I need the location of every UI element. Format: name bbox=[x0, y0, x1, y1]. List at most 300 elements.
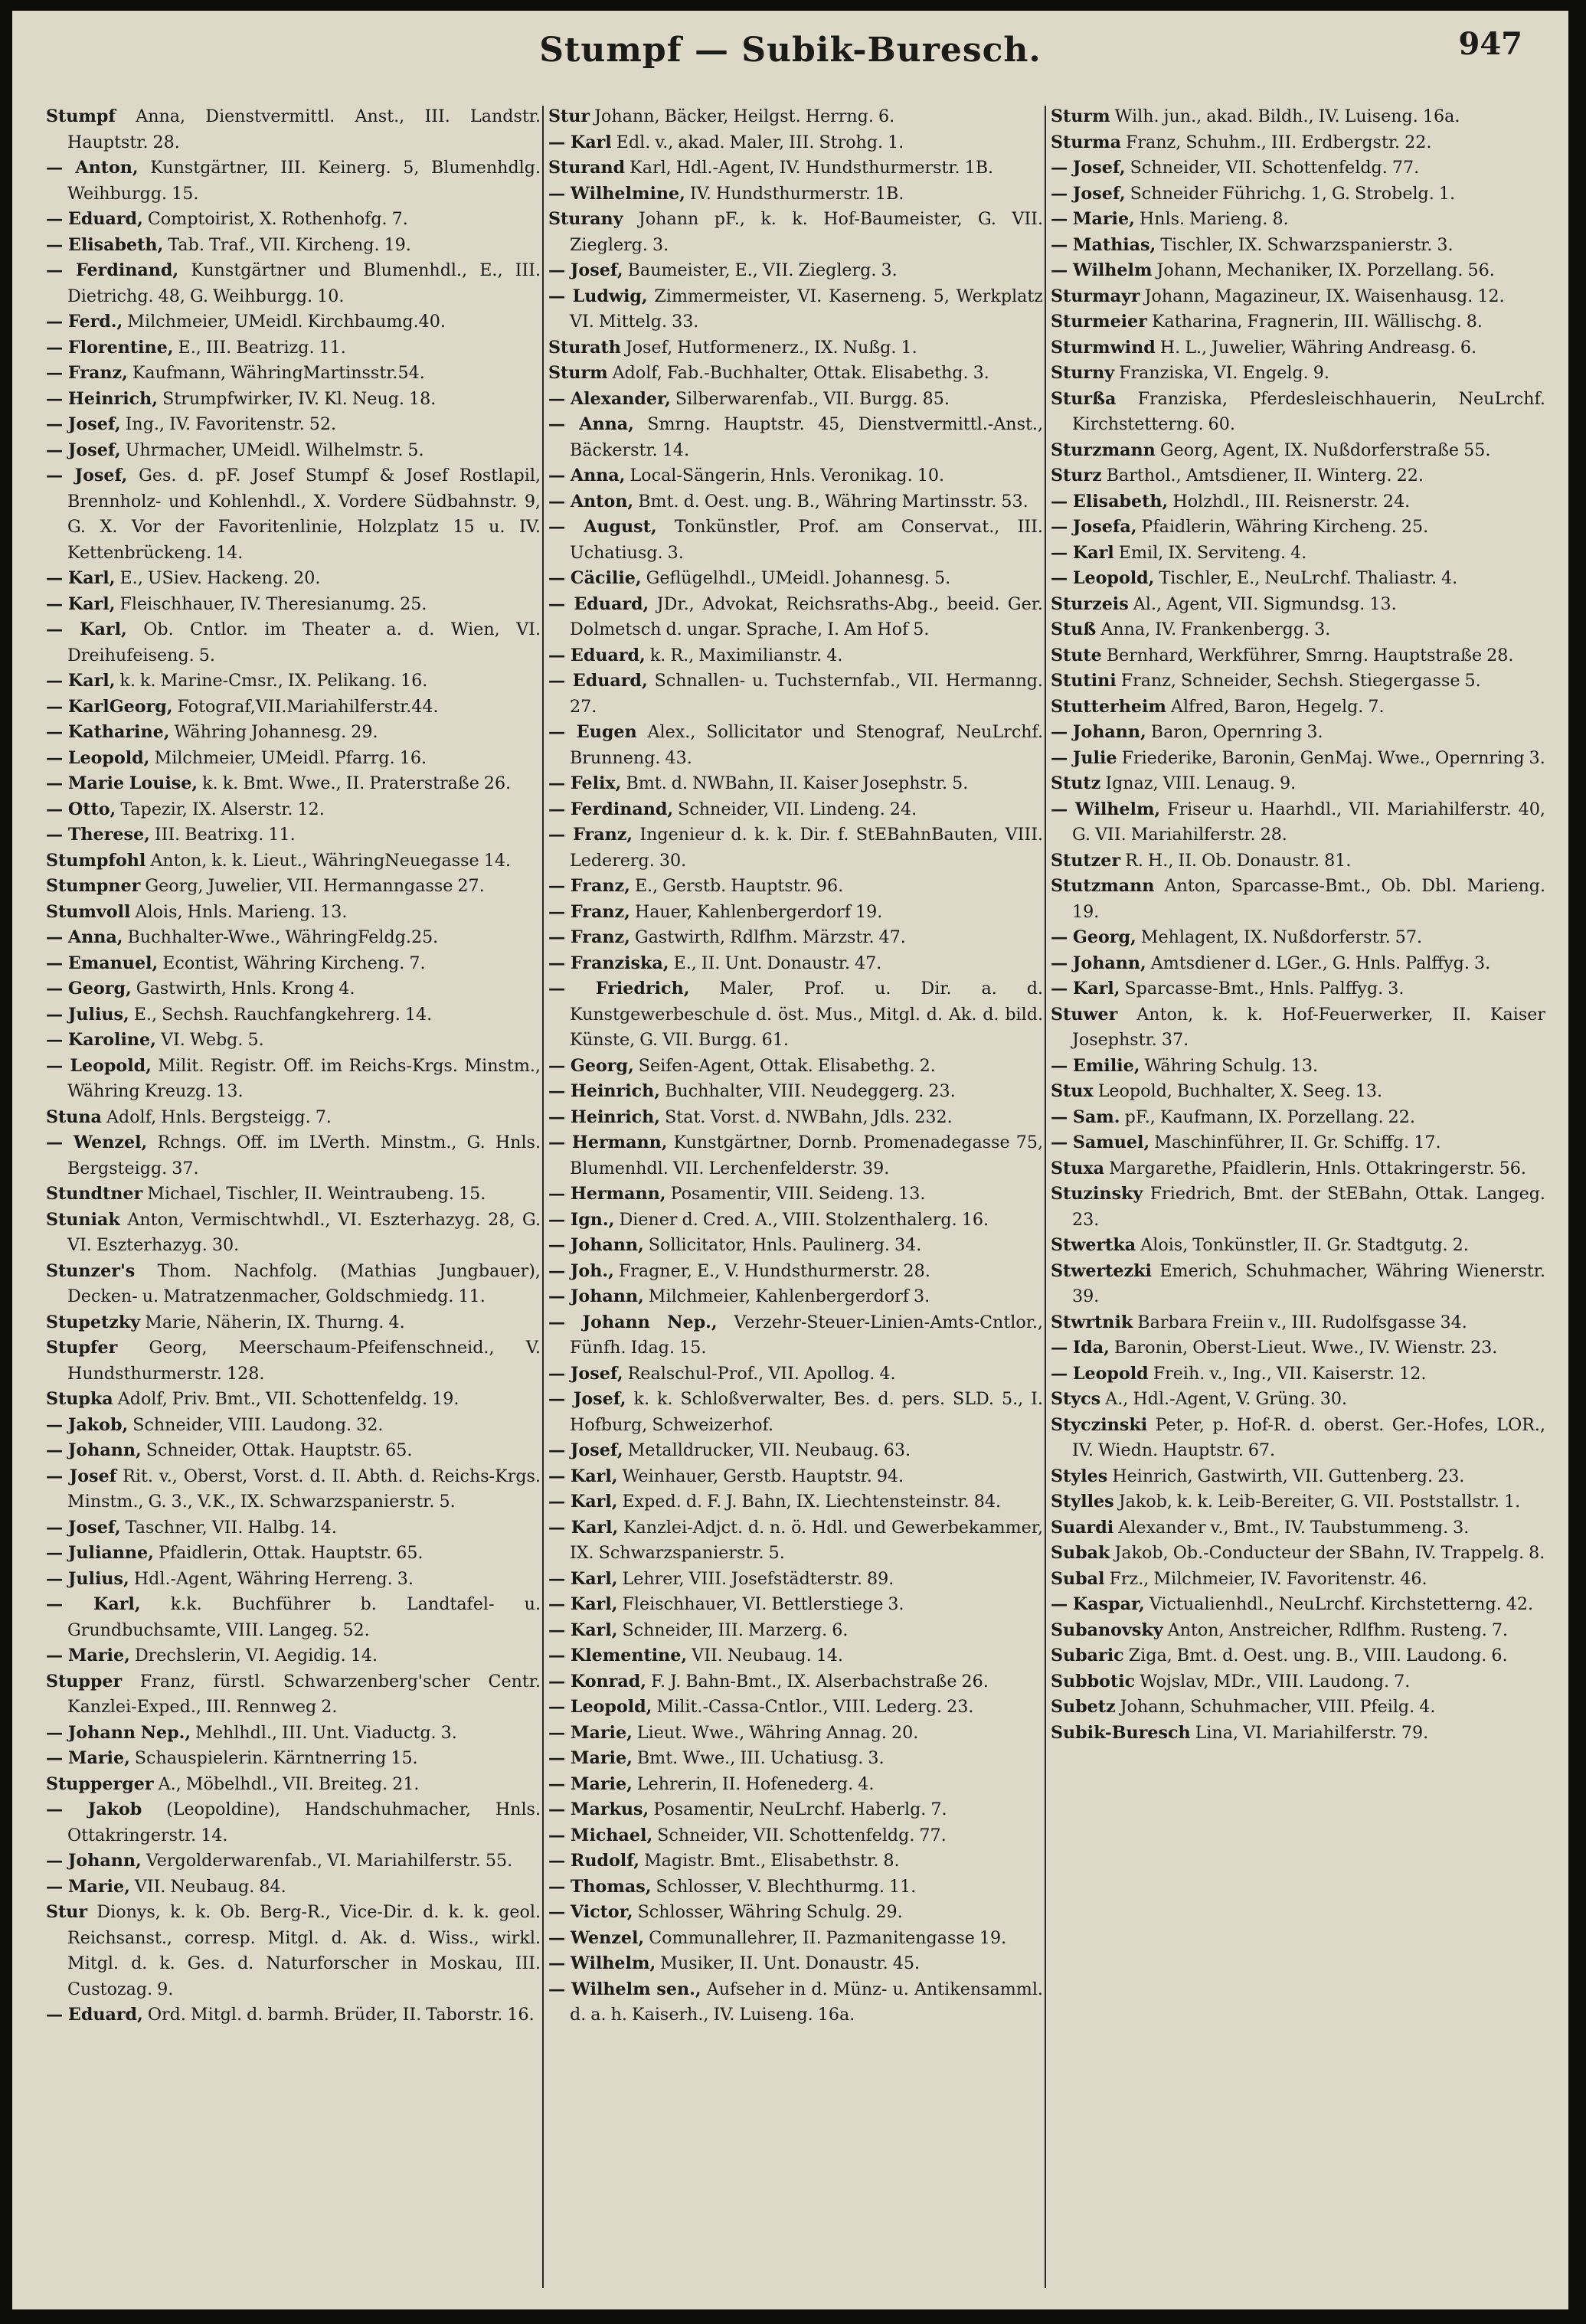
directory-entry bbox=[548, 515, 1043, 566]
entry-details: F. J. Bahn-Bmt., IX. Alserbachstraße 26. bbox=[646, 1671, 989, 1692]
directory-entry bbox=[548, 1310, 1043, 1361]
page-number: 947 bbox=[1458, 26, 1522, 62]
directory-entry bbox=[548, 1567, 1043, 1593]
entry-name: — Johann, bbox=[46, 1440, 142, 1460]
directory-entry bbox=[548, 1361, 1043, 1388]
directory-entry bbox=[548, 1387, 1043, 1438]
directory-entry bbox=[1051, 1541, 1545, 1567]
entry-name: Stupfer bbox=[46, 1338, 118, 1358]
entry-details: Kunstgärtner, Dornb. Promenadegasse 75, Blumenhdl. VII. Lerchenfelderstr. 39. bbox=[570, 1133, 1043, 1178]
directory-entry bbox=[548, 1823, 1043, 1849]
entry-details: Johann, Schuhmacher, VIII. Pfeilg. 4. bbox=[1115, 1697, 1436, 1717]
entry-details: Marie, Näherin, IX. Thurng. 4. bbox=[140, 1312, 405, 1332]
entry-details: Silberwarenfab., VII. Burgg. 85. bbox=[670, 388, 950, 409]
entry-name: — Josef bbox=[46, 1466, 117, 1486]
entry-name: — Therese, bbox=[46, 825, 150, 845]
entry-name: — Elisabeth, bbox=[1051, 491, 1169, 512]
entry-details: Schlosser, V. Blechthurmg. 11. bbox=[651, 1876, 917, 1897]
entry-name: Stuna bbox=[46, 1106, 102, 1127]
entry-details: Adolf, Fab.-Buchhalter, Ottak. Elisabethg. 3. bbox=[607, 363, 989, 383]
directory-entry bbox=[548, 822, 1043, 874]
entry-details: k. k. Schloßverwalter, Bes. d. pers. SLD. 5., I. Hofburg, Schweizerhof. bbox=[570, 1389, 1043, 1435]
entry-name: — Franz, bbox=[548, 901, 630, 922]
entry-details: Comptoirist, X. Rothenhofg. 7. bbox=[142, 209, 408, 229]
directory-entry bbox=[46, 822, 541, 848]
directory-entry bbox=[1051, 489, 1545, 515]
entry-name: Stutini bbox=[1051, 671, 1117, 691]
directory-entry bbox=[548, 1105, 1043, 1131]
entry-details: Milchmeier, UMeidl. Pfarrg. 16. bbox=[149, 747, 427, 768]
directory-entry bbox=[46, 1772, 541, 1798]
directory-entry bbox=[548, 797, 1043, 823]
entry-details: pF., Kaufmann, IX. Porzellang. 22. bbox=[1120, 1106, 1415, 1127]
column-left bbox=[46, 104, 541, 2294]
entry-details: Rit. v., Oberst, Vorst. d. II. Abth. d. Reichs-Krgs. Minstm., G. 3., V.K., IX. Schwarzspanierstr. 5. bbox=[67, 1466, 541, 1512]
directory-entry bbox=[1051, 566, 1545, 592]
entry-name: — Otto, bbox=[46, 799, 116, 819]
entry-details: Edl. v., akad. Maler, III. Strohg. 1. bbox=[611, 132, 904, 152]
directory-entry bbox=[46, 1746, 541, 1772]
directory-entry bbox=[1051, 1567, 1545, 1593]
entry-name: — Emanuel, bbox=[46, 953, 159, 973]
entry-details: Verzehr-Steuer-Linien-Amts-Cntlor., Fünfh. Idag. 15. bbox=[570, 1312, 1043, 1358]
directory-entry bbox=[46, 1541, 541, 1567]
entry-name: Stuniak bbox=[46, 1209, 120, 1230]
entry-name: — Ferdinand, bbox=[548, 799, 674, 819]
directory-entry bbox=[46, 1002, 541, 1028]
entry-details: Rchngs. Off. im LVerth. Minstm., G. Hnls. Bergsteigg. 37. bbox=[67, 1133, 541, 1178]
directory-entry bbox=[1051, 1310, 1545, 1336]
entry-name: Stwertka bbox=[1051, 1235, 1136, 1255]
entry-details: Freih. v., Ing., VII. Kaiserstr. 12. bbox=[1148, 1363, 1427, 1384]
directory-entry bbox=[1051, 1130, 1545, 1156]
entry-details: Magistr. Bmt., Elisabethstr. 8. bbox=[639, 1851, 900, 1871]
entry-name: — Anton, bbox=[46, 158, 139, 178]
entry-name: — Anna, bbox=[548, 414, 634, 434]
directory-entry bbox=[46, 1310, 541, 1336]
entry-details: Econtist, Währing Kircheng. 7. bbox=[158, 953, 426, 973]
entry-name: Stwertezki bbox=[1051, 1260, 1152, 1281]
entry-name: — Ign., bbox=[548, 1209, 615, 1230]
entry-name: — Felix, bbox=[548, 773, 622, 793]
entry-name: Stuß bbox=[1051, 619, 1097, 639]
entry-details: (Leopoldine), Handschuhmacher, Hnls. Ottakringerstr. 14. bbox=[67, 1799, 541, 1845]
directory-entry bbox=[1051, 874, 1545, 925]
entry-name: Suardi bbox=[1051, 1517, 1114, 1538]
entry-details: Gastwirth, Rdlfhm. Märzstr. 47. bbox=[629, 927, 906, 947]
entry-name: — Heinrich, bbox=[548, 1106, 661, 1127]
entry-details: Baronin, Oberst-Lieut. Wwe., IV. Wienstr. 23. bbox=[1109, 1338, 1498, 1358]
directory-entry bbox=[46, 1721, 541, 1747]
entry-name: Stupper bbox=[46, 1671, 123, 1692]
entry-name: — Karl bbox=[548, 132, 612, 152]
entry-details: Vergolderwarenfab., VI. Mariahilferstr. 55. bbox=[141, 1851, 513, 1871]
directory-entry bbox=[46, 155, 541, 207]
directory-entry bbox=[548, 284, 1043, 335]
directory-entry bbox=[1051, 1361, 1545, 1388]
entry-name: — Johann, bbox=[1051, 953, 1146, 973]
entry-name: Styczinski bbox=[1051, 1414, 1148, 1435]
directory-entry bbox=[548, 1977, 1043, 2028]
entry-details: Buchhalter, VIII. Neudeggerg. 23. bbox=[660, 1081, 956, 1101]
entry-name: — Franziska, bbox=[548, 953, 669, 973]
entry-name: — Karl, bbox=[548, 1492, 618, 1512]
entry-details: Alex., Sollicitator und Stenograf, NeuLrchf. Brunneng. 43. bbox=[570, 722, 1043, 768]
entry-details: Aufseher in d. Münz- u. Antikensamml. d. a. h. Kaiserh., IV. Luiseng. 16a. bbox=[570, 1979, 1043, 2025]
entry-name: — Jakob bbox=[46, 1799, 142, 1819]
directory-entry bbox=[46, 1438, 541, 1464]
entry-details: Karl, Hdl.-Agent, IV. Hundsthurmerstr. 1B. bbox=[625, 158, 994, 178]
entry-details: Anton, k. k. Hof-Feuerwerker, II. Kaiser Josephstr. 37. bbox=[1072, 1004, 1545, 1050]
entry-details: Josef, Hutformenerz., IX. Nußg. 1. bbox=[620, 337, 917, 358]
entry-details: Johann, Bäcker, Heilgst. Herrng. 6. bbox=[590, 106, 895, 126]
directory-entry bbox=[548, 181, 1043, 208]
entry-details: Realschul-Prof., VII. Apollog. 4. bbox=[623, 1363, 896, 1384]
entry-name: — Karl bbox=[1051, 542, 1114, 563]
entry-name: Sturath bbox=[548, 337, 621, 358]
entry-name: — Marie, bbox=[46, 1748, 130, 1768]
entry-details: Al., Agent, VII. Sigmundsg. 13. bbox=[1128, 593, 1397, 614]
entry-details: Exped. d. F. J. Bahn, IX. Liechtensteinstr. 84. bbox=[617, 1492, 1002, 1512]
entry-details: Milchmeier, UMeidl. Kirchbaumg.40. bbox=[123, 312, 446, 332]
entry-details: Alois, Hnls. Marieng. 13. bbox=[130, 901, 348, 922]
entry-name: Stute bbox=[1051, 645, 1102, 665]
entry-name: Stupetzky bbox=[46, 1312, 141, 1332]
entry-name: — Marie, bbox=[548, 1722, 633, 1743]
directory-entry bbox=[548, 771, 1043, 797]
directory-entry bbox=[1051, 797, 1545, 848]
entry-name: — Johann, bbox=[46, 1851, 142, 1871]
directory-entry bbox=[46, 1567, 541, 1593]
entry-details: Schnallen- u. Tuchsternfab., VII. Hermanng. 27. bbox=[570, 671, 1043, 717]
entry-details: Weinhauer, Gerstb. Hauptstr. 94. bbox=[617, 1466, 904, 1486]
directory-entry bbox=[46, 976, 541, 1002]
entry-name: Sturzeis bbox=[1051, 593, 1129, 614]
entry-details: Franziska, VI. Engelg. 9. bbox=[1114, 363, 1329, 383]
directory-entry bbox=[1051, 976, 1545, 1002]
directory-entry bbox=[548, 874, 1043, 900]
directory-entry bbox=[1051, 1002, 1545, 1054]
entry-details: VII. Neubaug. 14. bbox=[687, 1646, 843, 1665]
entry-details: Jakob, Ob.-Conducteur der SBahn, IV. Trappelg. 8. bbox=[1110, 1543, 1545, 1563]
entry-details: Lina, VI. Mariahilferstr. 79. bbox=[1190, 1722, 1429, 1743]
entry-name: — Wilhelm sen., bbox=[548, 1979, 701, 1999]
entry-name: — Thomas, bbox=[548, 1876, 652, 1897]
directory-entry bbox=[46, 412, 541, 438]
entry-name: — Leopold, bbox=[1051, 568, 1155, 588]
directory-entry bbox=[548, 1182, 1043, 1208]
directory-entry bbox=[548, 1797, 1043, 1823]
entry-details: Franz, Schneider, Sechsh. Stiegergasse 5. bbox=[1116, 671, 1481, 691]
entry-details: VI. Webg. 5. bbox=[155, 1030, 264, 1050]
entry-details: Wojslav, MDr., VIII. Laudong. 7. bbox=[1135, 1671, 1411, 1692]
directory-entry bbox=[46, 258, 541, 309]
directory-entry bbox=[548, 1489, 1043, 1515]
entry-name: — Joh., bbox=[548, 1260, 614, 1281]
entry-name: — Julius, bbox=[46, 1004, 129, 1025]
directory-entry bbox=[1051, 1233, 1545, 1259]
directory-entry bbox=[548, 1746, 1043, 1772]
directory-entry bbox=[46, 335, 541, 361]
directory-entry bbox=[548, 900, 1043, 926]
entry-name: — Eduard, bbox=[46, 209, 143, 229]
entry-details: Zimmermeister, VI. Kaserneng. 5, Werkplatz VI. Mittelg. 33. bbox=[570, 286, 1043, 332]
entry-name: Sturz bbox=[1051, 466, 1102, 485]
entry-details: Kaufmann, WähringMartinsstr.54. bbox=[127, 363, 425, 383]
entry-details: Anton, Anstreicher, Rdlfhm. Rusteng. 7. bbox=[1163, 1620, 1509, 1640]
entry-name: — Heinrich, bbox=[46, 388, 159, 409]
directory-entry bbox=[548, 1721, 1043, 1747]
entry-details: Schneider, Ottak. Hauptstr. 65. bbox=[141, 1440, 413, 1460]
entry-name: Stux bbox=[1051, 1081, 1094, 1101]
entry-details: Communallehrer, II. Pazmanitengasse 19. bbox=[644, 1927, 1007, 1948]
entry-name: — Georg, bbox=[1051, 927, 1136, 947]
directory-entry bbox=[548, 155, 1043, 181]
entry-name: Subak bbox=[1051, 1543, 1110, 1563]
entry-details: Schneider, VII. Schottenfeldg. 77. bbox=[1125, 158, 1420, 178]
entry-details: Victualienhdl., NeuLrchf. Kirchstetterng. 42. bbox=[1144, 1594, 1534, 1614]
entry-details: Stat. Vorst. d. NWBahn, Jdls. 232. bbox=[660, 1106, 953, 1127]
directory-entry bbox=[1051, 361, 1545, 387]
directory-entry bbox=[1051, 1182, 1545, 1233]
entry-name: Stupperger bbox=[46, 1773, 154, 1794]
entry-details: Frz., Milchmeier, IV. Favoritenstr. 46. bbox=[1104, 1568, 1427, 1589]
entry-name: — Julius, bbox=[46, 1568, 129, 1589]
entry-details: Friederike, Baronin, GenMaj. Wwe., Opernring 3. bbox=[1117, 747, 1545, 768]
entry-details: E., Gerstb. Hauptstr. 96. bbox=[629, 876, 844, 896]
directory-entry bbox=[46, 1464, 541, 1515]
entry-name: Sturßa bbox=[1051, 388, 1117, 409]
directory-entry bbox=[548, 1438, 1043, 1464]
entry-details: Johann pF., k. k. Hof-Baumeister, G. VII. Zieglerg. 3. bbox=[570, 209, 1043, 255]
entry-details: Schneider, VII. Lindeng. 24. bbox=[673, 799, 917, 819]
directory-entry bbox=[548, 951, 1043, 977]
entry-details: Ingenieur d. k. k. Dir. f. StEBahnBauten, VIII. Ledererg. 30. bbox=[570, 825, 1043, 871]
directory-entry bbox=[1051, 771, 1545, 797]
directory-entry bbox=[46, 387, 541, 413]
entry-name: Stumpner bbox=[46, 876, 141, 896]
entry-details: Smrng. Hauptstr. 45, Dienstvermittl.-Anst., Bäckerstr. 14. bbox=[570, 414, 1043, 460]
entry-name: — Wilhelmine, bbox=[548, 183, 685, 204]
directory-entry bbox=[1051, 1054, 1545, 1080]
directory-entry bbox=[46, 900, 541, 926]
entry-name: Sturzmann bbox=[1051, 440, 1156, 460]
running-title: Stumpf — Subik-Buresch. bbox=[539, 31, 1042, 70]
entry-details: Margarethe, Pfaidlerin, Hnls. Ottakringerstr. 56. bbox=[1104, 1158, 1526, 1178]
entry-details: Alois, Tonkünstler, II. Gr. Stadtgutg. 2. bbox=[1136, 1235, 1469, 1255]
directory-entry bbox=[1051, 617, 1545, 643]
entry-details: Anna, Dienstvermittl. Anst., III. Landstr. Hauptstr. 28. bbox=[67, 106, 541, 152]
entry-details: Emil, IX. Serviteng. 4. bbox=[1113, 542, 1307, 563]
directory-entry bbox=[548, 1130, 1043, 1182]
directory-entry bbox=[548, 592, 1043, 643]
entry-name: — Kaspar, bbox=[1051, 1594, 1145, 1614]
directory-entry bbox=[1051, 335, 1545, 361]
entry-name: — Karl, bbox=[46, 1594, 141, 1614]
directory-entry bbox=[548, 925, 1043, 951]
directory-entry bbox=[1051, 1105, 1545, 1131]
directory-entry bbox=[46, 1515, 541, 1541]
directory-entry bbox=[46, 1592, 541, 1643]
directory-entry bbox=[46, 1848, 541, 1875]
entry-name: — Eugen bbox=[548, 722, 637, 742]
entry-name: — Josef, bbox=[46, 440, 121, 460]
directory-entry bbox=[548, 1643, 1043, 1669]
entry-name: — Karl, bbox=[46, 593, 116, 614]
entry-name: — Julianne, bbox=[46, 1543, 154, 1563]
entry-details: Johann, Mechaniker, IX. Porzellang. 56. bbox=[1152, 260, 1495, 280]
entry-details: Gastwirth, Hnls. Krong 4. bbox=[131, 979, 355, 999]
directory-entry bbox=[1051, 309, 1545, 335]
entry-name: — Leopold, bbox=[46, 747, 150, 768]
entry-details: Schneider, III. Marzerg. 6. bbox=[617, 1620, 849, 1640]
entry-name: Styles bbox=[1051, 1466, 1108, 1486]
entry-details: Kunstgärtner und Blumenhdl., E., III. Dietrichg. 48, G. Weihburgg. 10. bbox=[67, 260, 541, 306]
entry-details: Tonkünstler, Prof. am Conservat., III. Uchatiusg. 3. bbox=[570, 517, 1043, 563]
entry-details: Geflügelhdl., UMeidl. Johannesg. 5. bbox=[641, 568, 951, 588]
entry-name: Sturmeier bbox=[1051, 312, 1147, 332]
entry-name: — Karoline, bbox=[46, 1030, 156, 1050]
column-divider bbox=[542, 106, 544, 2288]
entry-details: Amtsdiener d. LGer., G. Hnls. Palffyg. 3. bbox=[1146, 953, 1491, 973]
entry-details: Franziska, Pferdesleischhauerin, NeuLrchf. Kirchstetterng. 60. bbox=[1072, 388, 1545, 434]
entry-name: — Karl, bbox=[548, 1466, 618, 1486]
directory-entry bbox=[1051, 1669, 1545, 1695]
directory-entry bbox=[548, 720, 1043, 771]
entry-name: — Eduard, bbox=[548, 645, 646, 665]
directory-entry bbox=[46, 1054, 541, 1105]
entry-name: Subal bbox=[1051, 1568, 1105, 1589]
directory-entry bbox=[46, 1130, 541, 1182]
entry-name: — Sam. bbox=[1051, 1106, 1120, 1127]
directory-entry bbox=[1051, 925, 1545, 951]
entry-name: — Florentine, bbox=[46, 337, 174, 358]
entry-name: — Georg, bbox=[46, 979, 132, 999]
directory-entry bbox=[548, 1233, 1043, 1259]
entry-details: Musiker, II. Unt. Donaustr. 45. bbox=[656, 1953, 921, 1973]
entry-name: Stutz bbox=[1051, 773, 1101, 793]
directory-entry bbox=[1051, 1259, 1545, 1310]
directory-entry bbox=[548, 412, 1043, 463]
directory-entry bbox=[46, 592, 541, 618]
entry-name: — Markus, bbox=[548, 1799, 649, 1819]
entry-name: — Marie, bbox=[46, 1646, 130, 1665]
entry-name: — Alexander, bbox=[548, 388, 671, 409]
directory-entry bbox=[548, 566, 1043, 592]
entry-name: — Katharine, bbox=[46, 722, 170, 742]
entry-details: Anton, Vermischtwhdl., VI. Eszterhazyg. 28, G. VI. Eszterhazyg. 30. bbox=[67, 1209, 541, 1255]
entry-details: Metalldrucker, VII. Neubaug. 63. bbox=[623, 1440, 911, 1460]
entry-details: Pfaidlerin, Ottak. Hauptstr. 65. bbox=[153, 1543, 423, 1563]
directory-entry bbox=[548, 207, 1043, 258]
entry-details: Pfaidlerin, Währing Kircheng. 25. bbox=[1136, 517, 1429, 537]
directory-entry bbox=[1051, 104, 1545, 130]
directory-entry bbox=[1051, 387, 1545, 438]
directory-entry bbox=[46, 771, 541, 797]
entry-name: — Karl, bbox=[548, 1594, 618, 1614]
directory-entry bbox=[1051, 746, 1545, 772]
entry-name: — Klementine, bbox=[548, 1646, 688, 1665]
entry-name: — Josef, bbox=[1051, 183, 1126, 204]
entry-name: Subaric bbox=[1051, 1646, 1124, 1665]
entry-details: Anton, k. k. Lieut., WähringNeuegasse 14. bbox=[146, 850, 511, 871]
entry-name: Stwrtnik bbox=[1051, 1312, 1133, 1332]
entry-details: Schneider, VII. Schottenfeldg. 77. bbox=[652, 1825, 947, 1845]
entry-details: JDr., Advokat, Reichsraths-Abg., beeid. Ger. Dolmetsch d. ungar. Sprache, I. Am Hof 5. bbox=[570, 593, 1043, 639]
entry-name: — Ida, bbox=[1051, 1338, 1110, 1358]
entry-details: III. Beatrixg. 11. bbox=[149, 825, 296, 845]
entry-name: — Marie, bbox=[548, 1773, 633, 1794]
directory-entry bbox=[46, 1900, 541, 2002]
directory-entry bbox=[1051, 1515, 1545, 1541]
entry-name: Sturm bbox=[1051, 106, 1110, 126]
entry-details: Mehlhdl., III. Unt. Viaductg. 3. bbox=[191, 1722, 457, 1743]
directory-entry bbox=[548, 1875, 1043, 1901]
entry-name: Stumpfohl bbox=[46, 850, 146, 871]
entry-details: k. k. Bmt. Wwe., II. Praterstraße 26. bbox=[198, 773, 512, 793]
directory-entry bbox=[46, 309, 541, 335]
directory-entry bbox=[46, 1028, 541, 1054]
directory-entry bbox=[46, 617, 541, 668]
directory-entry bbox=[46, 925, 541, 951]
page-header bbox=[12, 11, 1568, 95]
entry-details: Johann, Magazineur, IX. Waisenhausg. 12. bbox=[1140, 286, 1505, 306]
entry-name: — Anna, bbox=[548, 466, 626, 485]
directory-entry bbox=[1051, 1464, 1545, 1490]
directory-entry bbox=[548, 1284, 1043, 1310]
directory-entry bbox=[46, 1105, 541, 1131]
entry-details: Wilh. jun., akad. Bildh., IV. Luiseng. 16a. bbox=[1110, 106, 1460, 126]
entry-details: Ziga, Bmt. d. Oest. ung. B., VIII. Laudong. 6. bbox=[1123, 1646, 1508, 1665]
directory-entry bbox=[1051, 1413, 1545, 1464]
entry-name: — Hermann, bbox=[548, 1184, 666, 1204]
directory-entry bbox=[548, 1515, 1043, 1567]
entry-name: — Leopold, bbox=[46, 1055, 152, 1076]
entry-name: — Friedrich, bbox=[548, 979, 690, 999]
entry-name: Stunzer's bbox=[46, 1260, 136, 1281]
entry-details: Kunstgärtner, III. Keinerg. 5, Blumenhdlg. Weihburgg. 15. bbox=[67, 158, 541, 204]
directory-entry bbox=[1051, 258, 1545, 284]
directory-entry bbox=[548, 1669, 1043, 1695]
directory-entry bbox=[1051, 1618, 1545, 1644]
directory-entry bbox=[548, 1695, 1043, 1721]
entry-details: Strumpfwirker, IV. Kl. Neug. 18. bbox=[158, 388, 437, 409]
entry-details: VII. Neubaug. 84. bbox=[129, 1876, 286, 1897]
entry-name: — Karl, bbox=[548, 1517, 619, 1538]
entry-name: — Josef, bbox=[46, 466, 128, 485]
entry-details: Tapezir, IX. Alserstr. 12. bbox=[116, 799, 325, 819]
entry-details: Alfred, Baron, Hegelg. 7. bbox=[1166, 696, 1385, 717]
entry-name: — Wilhelm, bbox=[1051, 799, 1161, 819]
entry-name: — Johann, bbox=[548, 1286, 644, 1306]
entry-name: — Marie, bbox=[46, 1876, 130, 1897]
entry-name: — Josef, bbox=[46, 414, 121, 434]
entry-details: Milit. Registr. Off. im Reichs-Krgs. Minstm., Währing Kreuzg. 13. bbox=[67, 1055, 541, 1101]
entry-details: Katharina, Fragnerin, III. Wällischg. 8. bbox=[1146, 312, 1483, 332]
entry-details: Emerich, Schuhmacher, Währing Wienerstr. 39. bbox=[1072, 1260, 1545, 1306]
entry-details: Taschner, VII. Halbg. 14. bbox=[120, 1517, 337, 1538]
entry-details: Lehrer, VIII. Josefstädterstr. 89. bbox=[617, 1568, 894, 1589]
directory-entry bbox=[46, 695, 541, 721]
entry-name: Sturmayr bbox=[1051, 286, 1140, 306]
entry-name: — Josef, bbox=[46, 1517, 121, 1538]
entry-name: — Franz, bbox=[548, 927, 630, 947]
entry-details: Friseur u. Haarhdl., VII. Mariahilferstr. 40, G. VII. Mariahilferstr. 28. bbox=[1072, 799, 1545, 845]
entry-name: Subik-Buresch bbox=[1051, 1722, 1191, 1743]
entry-name: Subanovsky bbox=[1051, 1620, 1163, 1640]
entry-details: Hnls. Marieng. 8. bbox=[1134, 209, 1289, 229]
entry-details: Diener d. Cred. A., VIII. Stolzenthalerg. 16. bbox=[614, 1209, 989, 1230]
